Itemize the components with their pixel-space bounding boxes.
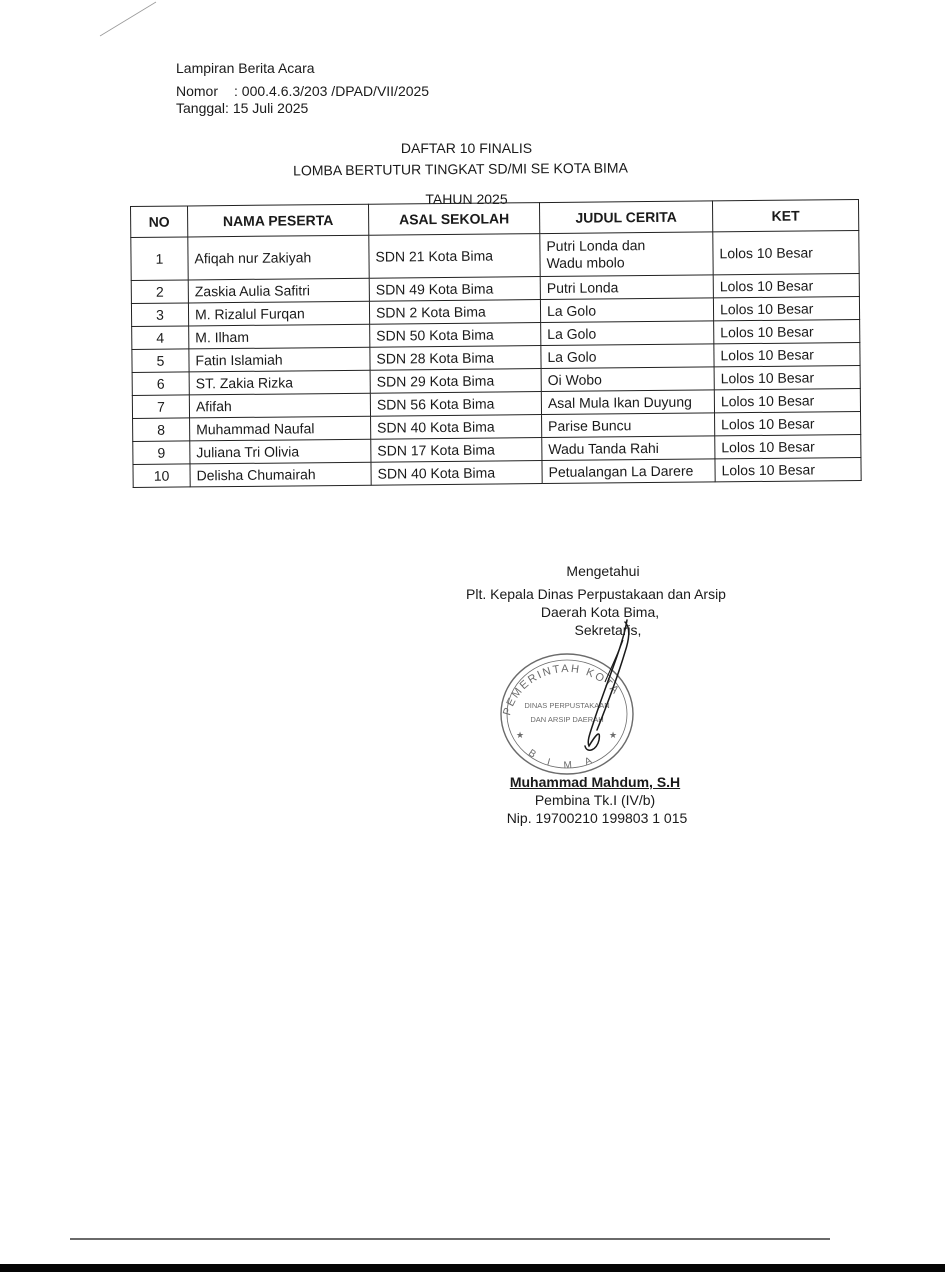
cell-no: 8: [133, 418, 190, 442]
signer-name: Muhammad Mahdum, S.H: [509, 774, 681, 790]
stamp-inner-1: DINAS PERPUSTAKAAN: [524, 701, 610, 710]
cell-ket: Lolos 10 Besar: [715, 434, 861, 458]
title-tahun: TAHUN 2025: [425, 191, 508, 207]
cell-nama: Afiqah nur Zakiyah: [188, 235, 369, 280]
cell-ket: Lolos 10 Besar: [713, 297, 859, 321]
cell-no: 1: [131, 237, 188, 281]
stamp-top-text: PEMERINTAH KOTA: [501, 662, 623, 717]
cell-ket: Lolos 10 Besar: [714, 320, 860, 344]
header-sekolah: ASAL SEKOLAH: [368, 203, 539, 236]
header-judul: JUDUL CERITA: [539, 201, 712, 234]
cell-no: 3: [131, 303, 188, 327]
nomor-label: Nomor: [176, 83, 219, 99]
cell-ket: Lolos 10 Besar: [714, 365, 860, 389]
tanggal-value: : 15 Juli 2025: [225, 100, 309, 116]
table-row: [131, 231, 859, 281]
mengetahui-label: Mengetahui: [566, 563, 640, 579]
cell-sekolah: SDN 2 Kota Bima: [369, 300, 540, 325]
cell-nama: M. Rizalul Furqan: [188, 301, 369, 326]
scan-artifact-line: [92, 0, 162, 40]
cell-nama: M. Ilham: [189, 324, 370, 349]
cell-judul: Wadu Tanda Rahi: [542, 436, 715, 461]
cell-ket: Lolos 10 Besar: [713, 231, 859, 275]
cell-judul-line1: Putri Londa dan: [546, 237, 646, 255]
cell-judul: La Golo: [540, 298, 713, 323]
nomor-row: [176, 83, 429, 100]
cell-sekolah: SDN 29 Kota Bima: [370, 369, 541, 394]
cell-sekolah: SDN 40 Kota Bima: [371, 415, 542, 440]
title-daftar: DAFTAR 10 FINALIS: [400, 140, 533, 156]
nomor-value: : 000.4.6.3/203 /DPAD/VII/2025: [234, 83, 430, 99]
cell-no: 10: [133, 464, 190, 488]
cell-nama: Fatin Islamiah: [189, 347, 370, 372]
cell-sekolah: SDN 17 Kota Bima: [371, 438, 542, 463]
cell-judul-line2: Wadu mbolo: [546, 254, 625, 272]
cell-nama: Delisha Chumairah: [190, 462, 371, 487]
cell-ket: Lolos 10 Besar: [715, 411, 861, 435]
lampiran-label: Lampiran Berita Acara: [176, 60, 315, 76]
cell-nama: Afifah: [189, 393, 370, 418]
cell-judul: La Golo: [541, 321, 714, 346]
stamp-bottom-text: B I M A: [526, 747, 600, 772]
jabatan-line-2: Daerah Kota Bima,: [540, 604, 660, 620]
cell-no: 9: [133, 441, 190, 465]
cell-judul: Petualangan La Darere: [542, 459, 715, 484]
tanggal-label: Tanggal: [176, 100, 226, 116]
cell-nama: Juliana Tri Olivia: [190, 439, 371, 464]
cell-nama: ST. Zakia Rizka: [189, 370, 370, 395]
cell-no: 7: [132, 395, 189, 419]
cell-sekolah: SDN 40 Kota Bima: [371, 461, 542, 486]
scan-edge-bar: [0, 1264, 945, 1272]
cell-ket: Lolos 10 Besar: [715, 457, 861, 481]
cell-judul: Asal Mula Ikan Duyung: [541, 390, 714, 415]
jabatan-line-3: Sekretaris,: [574, 622, 642, 638]
cell-no: 2: [131, 280, 188, 304]
cell-judul: Parise Buncu: [542, 413, 715, 438]
header-nama: NAMA PESERTA: [188, 204, 369, 237]
stamp-inner-2: DAN ARSIP DAERAH: [530, 715, 604, 724]
signer-nip: Nip. 19700210 199803 1 015: [506, 810, 688, 826]
cell-sekolah: SDN 28 Kota Bima: [370, 346, 541, 371]
cell-sekolah: SDN 56 Kota Bima: [370, 392, 541, 417]
page-bottom-rule: [70, 1238, 830, 1240]
cell-judul: Oi Wobo: [541, 367, 714, 392]
finalis-table: [130, 199, 862, 488]
cell-sekolah: SDN 21 Kota Bima: [369, 234, 540, 279]
stamp-star-right-icon: ★: [609, 730, 618, 740]
tanggal-row: [176, 100, 429, 117]
cell-no: 5: [132, 349, 189, 373]
header-ket: KET: [712, 200, 858, 232]
cell-sekolah: SDN 49 Kota Bima: [369, 277, 540, 302]
cell-ket: Lolos 10 Besar: [713, 274, 859, 298]
cell-judul: [540, 232, 713, 277]
signer-pangkat: Pembina Tk.I (IV/b): [534, 792, 656, 808]
cell-judul: Putri Londa: [540, 275, 713, 300]
stamp-star-left-icon: ★: [516, 730, 525, 740]
cell-ket: Lolos 10 Besar: [714, 388, 860, 412]
jabatan-line-1: Plt. Kepala Dinas Perpustakaan dan Arsip: [466, 586, 726, 602]
handwritten-signature: [565, 616, 655, 766]
cell-judul: La Golo: [541, 344, 714, 369]
header-no: NO: [131, 206, 188, 238]
title-lomba: LOMBA BERTUTUR TINGKAT SD/MI SE KOTA BIMA: [293, 159, 628, 179]
cell-nama: Muhammad Naufal: [190, 416, 371, 441]
cell-nama: Zaskia Aulia Safitri: [188, 278, 369, 303]
cell-no: 6: [132, 372, 189, 396]
cell-sekolah: SDN 50 Kota Bima: [370, 323, 541, 348]
document-header: [176, 58, 429, 117]
cell-no: 4: [132, 326, 189, 350]
cell-ket: Lolos 10 Besar: [714, 343, 860, 367]
